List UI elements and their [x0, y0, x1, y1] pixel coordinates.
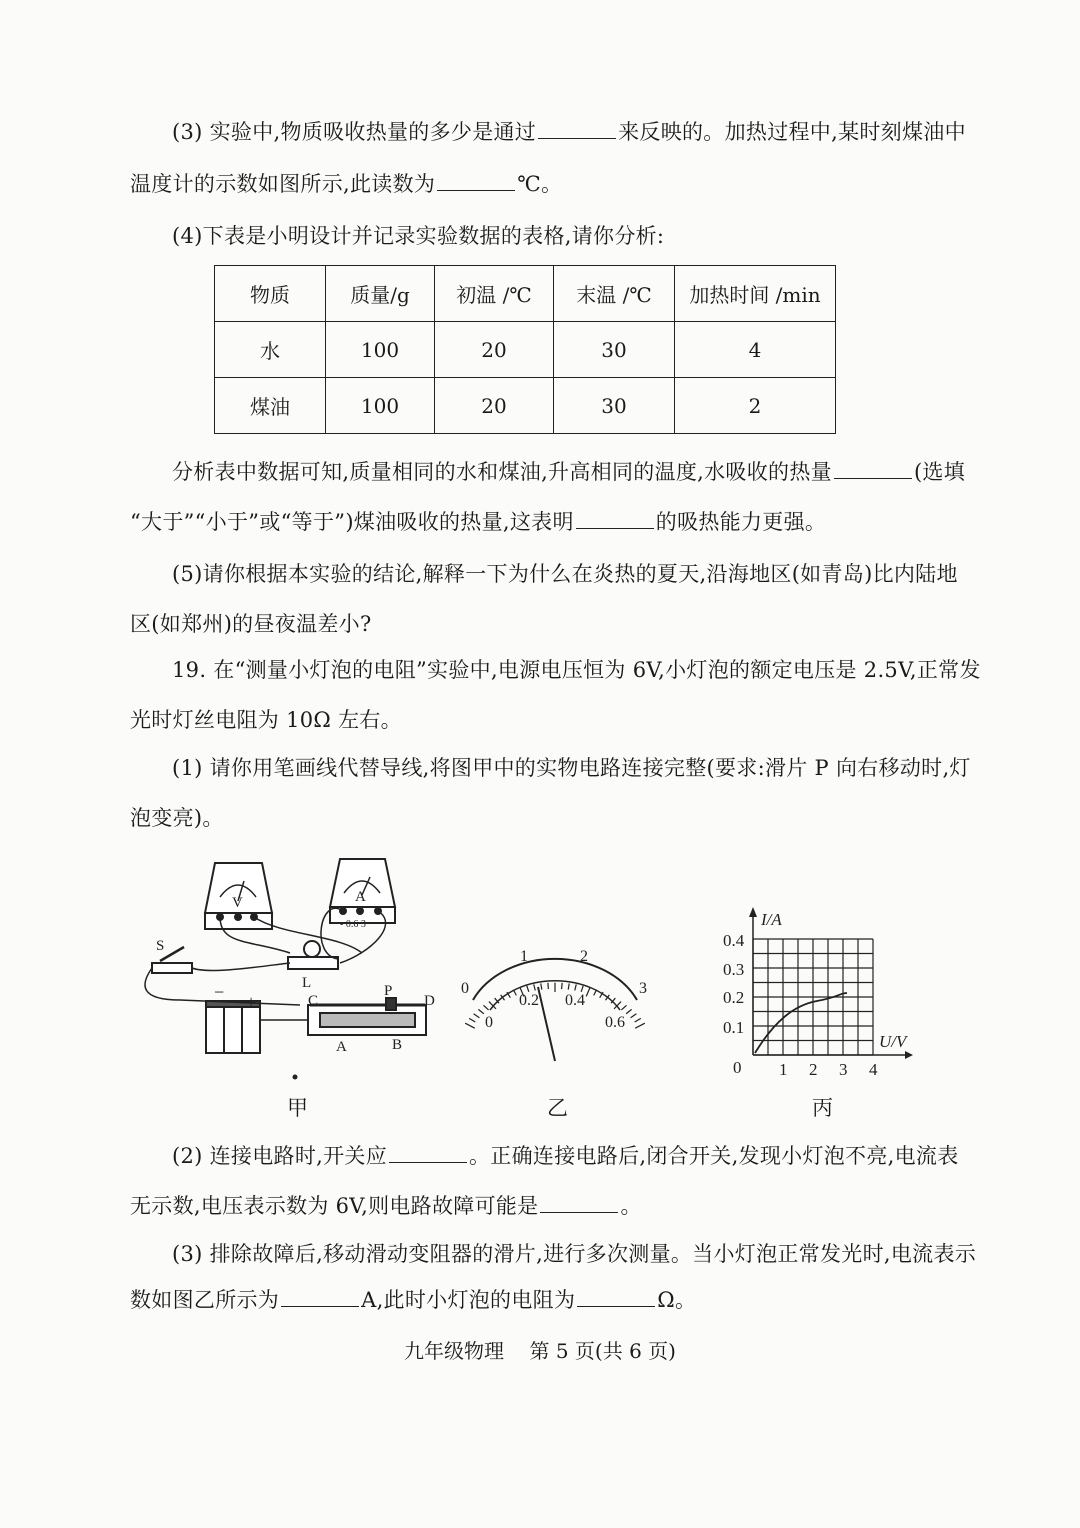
text: Ω。: [657, 1288, 697, 1312]
text: 温度计的示数如图所示,此读数为: [130, 172, 436, 196]
table-cell: 2: [675, 378, 836, 434]
q19-part1-line1: (1) 请你用笔画线代替导线,将图甲中的实物电路连接完整(要求:滑片 P 向右移动时,灯: [172, 756, 971, 780]
text: 。: [620, 1194, 642, 1218]
answer-blank[interactable]: [281, 1288, 359, 1307]
label-D: D: [424, 993, 435, 1009]
q18-part3-line2: [130, 170, 562, 198]
table-header-row: [215, 266, 836, 322]
x-tick-label: 2: [809, 1060, 818, 1079]
text: 的吸热能力更强。: [655, 510, 827, 534]
text: 来反映的。加热过程中,某时刻煤油中: [618, 120, 966, 144]
table-cell: 20: [435, 322, 554, 378]
figure-caption-yi: 乙: [547, 1096, 568, 1120]
x-tick-label: 1: [779, 1060, 788, 1079]
answer-blank[interactable]: [577, 1288, 655, 1307]
q18-analysis-line2: [130, 508, 826, 536]
q18-part5-line1: (5)请你根据本实验的结论,解释一下为什么在炎热的夏天,沿海地区(如青岛)比内陆地: [172, 562, 958, 586]
answer-blank[interactable]: [576, 510, 654, 529]
dial-top-label: 1: [520, 948, 528, 965]
dial-top-label: 2: [580, 948, 588, 965]
label-L: L: [302, 975, 312, 991]
q19-part2-line1: [172, 1142, 959, 1170]
dial-bottom-label: 0.2: [519, 992, 539, 1009]
text: A,此时小灯泡的电阻为: [361, 1288, 576, 1312]
ammeter-label: A: [355, 889, 366, 905]
q19-intro-line2: 光时灯丝电阻为 10Ω 左右。: [130, 708, 402, 732]
y-tick-label: 0.3: [723, 960, 745, 979]
table-cell: 4: [675, 322, 836, 378]
bulb-icon: [288, 941, 338, 969]
text: 分析表中数据可知,质量相同的水和煤油,升高相同的温度,水吸收的热量: [172, 460, 832, 484]
table-header: 末温 /℃: [554, 266, 675, 322]
label-C: C: [308, 993, 319, 1009]
circuit-figure: [140, 855, 460, 1085]
dial-bottom-label: 0.4: [565, 992, 585, 1009]
answer-blank[interactable]: [538, 120, 616, 139]
label-A: A: [336, 1039, 347, 1055]
q18-part3-line1: [172, 118, 966, 146]
label-S: S: [156, 938, 165, 954]
table-cell: 100: [326, 322, 435, 378]
table-row: [215, 322, 836, 378]
text: 无示数,电压表示数为 6V,则电路故障可能是: [130, 1194, 539, 1218]
table-header: 质量/g: [326, 266, 435, 322]
text: ℃。: [517, 172, 563, 196]
text: (选填: [913, 460, 966, 484]
dial-bottom-label: 0.6: [605, 1014, 625, 1031]
q18-analysis-line1: [172, 458, 965, 486]
ammeter-range-label: - 0.6 3: [340, 919, 366, 930]
x-axis-label: U/V: [879, 1032, 907, 1051]
data-table: [214, 265, 836, 434]
text: (3) 实验中,物质吸收热量的多少是通过: [172, 120, 537, 144]
label-minus: −: [214, 982, 225, 1002]
label-B: B: [392, 1037, 403, 1053]
answer-blank[interactable]: [437, 172, 515, 191]
y-axis-label: I/A: [761, 910, 782, 929]
table-cell: 20: [435, 378, 554, 434]
figure-caption-jia: 甲: [287, 1096, 308, 1120]
table-row: [215, 378, 836, 434]
page-footer: [0, 1335, 1080, 1364]
answer-blank[interactable]: [389, 1144, 467, 1163]
ammeter-dial-figure: [455, 935, 655, 1070]
footer-subject: 九年级物理: [404, 1339, 505, 1363]
dial-top-label: 3: [639, 980, 647, 997]
q19-part3-line2: [130, 1286, 696, 1314]
text: (2) 连接电路时,开关应: [172, 1144, 387, 1168]
text: 。正确连接电路后,闭合开关,发现小灯泡不亮,电流表: [469, 1144, 959, 1168]
y-tick-label: 0.4: [723, 931, 745, 950]
text: “大于”“小于”或“等于”)煤油吸收的热量,这表明: [130, 510, 574, 534]
table-cell: 水: [215, 322, 326, 378]
table-header: 初温 /℃: [435, 266, 554, 322]
dial-pointer: [538, 987, 555, 1061]
label-plus: +: [246, 992, 257, 1012]
iu-graph-figure: [715, 905, 915, 1085]
figure-caption-bing: 丙: [812, 1096, 833, 1120]
x-tick-label: 3: [839, 1060, 848, 1079]
answer-blank[interactable]: [834, 460, 912, 479]
table-cell: 30: [554, 378, 675, 434]
footer-page-number: 第 5 页(共 6 页): [529, 1339, 676, 1363]
answer-blank[interactable]: [540, 1194, 618, 1213]
q18-part4-intro: (4)下表是小明设计并记录实验数据的表格,请你分析:: [172, 224, 665, 248]
y-tick-label: 0.1: [723, 1018, 745, 1037]
q19-part2-line2: [130, 1192, 642, 1220]
table-header: 加热时间 /min: [675, 266, 836, 322]
dial-top-label: 0: [461, 980, 469, 997]
table-cell: 煤油: [215, 378, 326, 434]
q19-part1-line2: 泡变亮)。: [130, 806, 224, 830]
origin-label: 0: [733, 1058, 742, 1077]
q18-part5-line2: 区(如郑州)的昼夜温差小?: [130, 612, 372, 636]
q19-part3-line1: (3) 排除故障后,移动滑动变阻器的滑片,进行多次测量。当小灯泡正常发光时,电流表示: [172, 1242, 977, 1266]
y-tick-label: 0.2: [723, 988, 745, 1007]
table-cell: 30: [554, 322, 675, 378]
voltmeter-label: V: [232, 895, 243, 911]
dial-bottom-label: 0: [485, 1014, 493, 1031]
label-P: P: [384, 983, 393, 999]
table-header: 物质: [215, 266, 326, 322]
rheostat-icon: [308, 998, 426, 1035]
iu-curve: [755, 993, 847, 1053]
table-cell: 100: [326, 378, 435, 434]
text: 数如图乙所示为: [130, 1288, 280, 1312]
x-tick-label: 4: [869, 1060, 878, 1079]
q19-intro-line1: 19. 在“测量小灯泡的电阻”实验中,电源电压恒为 6V,小灯泡的额定电压是 2.5V,正常发: [172, 658, 981, 682]
